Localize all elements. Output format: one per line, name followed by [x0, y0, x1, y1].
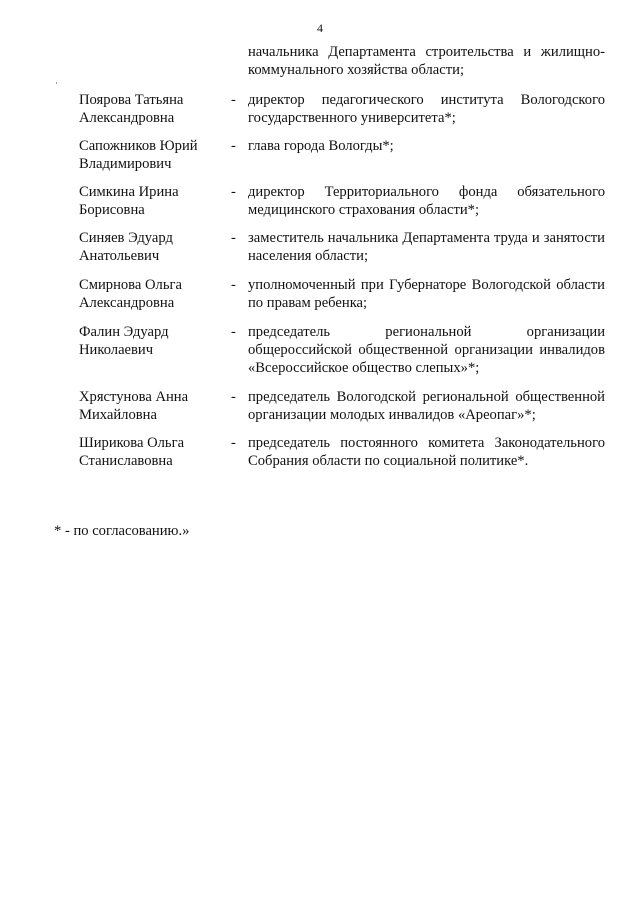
member-row	[0, 388, 640, 424]
member-position: директор педагогического института Вологодского государственного университета*;	[248, 92, 605, 126]
member-name: Синяев Эдуард Анатольевич	[79, 230, 173, 264]
footnote: * - по согласованию.»	[54, 523, 190, 539]
member-dash: -	[231, 138, 236, 154]
member-name: Фалин Эдуард Николаевич	[79, 324, 169, 358]
page-number: 4	[317, 21, 323, 35]
member-position: председатель региональной организации общероссийской общественной организации инвалидов «Всероссийское общество слепых»*;	[248, 324, 605, 376]
member-dash: -	[231, 92, 236, 108]
member-dash: -	[231, 230, 236, 246]
member-position: заместитель начальника Департамента труда и занятости населения области;	[248, 230, 605, 264]
member-dash: -	[231, 184, 236, 200]
member-row	[0, 91, 640, 127]
member-dash: -	[231, 277, 236, 293]
member-position: глава города Вологды*;	[248, 138, 394, 154]
member-name: Поярова Татьяна Александровна	[79, 92, 184, 126]
member-row	[0, 229, 640, 265]
member-position: председатель постоянного комитета Законодательного Собрания области по социальной политике*.	[248, 435, 605, 469]
member-row	[0, 323, 640, 377]
member-row	[0, 276, 640, 312]
member-name: Хрястунова Анна Михайловна	[79, 389, 189, 423]
member-row	[0, 183, 640, 219]
member-row	[0, 434, 640, 470]
margin-mark	[56, 82, 57, 84]
member-name: Симкина Ирина Борисовна	[79, 184, 179, 218]
member-name: Смирнова Ольга Александровна	[79, 277, 182, 311]
member-position: председатель Вологодской региональной общественной организации молодых инвалидов «Ареопаг»*;	[248, 389, 605, 423]
member-position: уполномоченный при Губернаторе Вологодской области по правам ребенка;	[248, 277, 605, 311]
member-name: Сапожников Юрий Владимирович	[79, 138, 198, 172]
member-dash: -	[231, 389, 236, 405]
member-dash: -	[231, 324, 236, 340]
continuation-text: начальника Департамента строительства и жилищно-коммунального хозяйства области;	[248, 44, 605, 78]
member-name: Ширикова Ольга Станиславовна	[79, 435, 185, 469]
member-row	[0, 137, 640, 172]
member-position: директор Территориального фонда обязательного медицинского страхования области*;	[248, 184, 605, 218]
member-dash: -	[231, 435, 236, 451]
members-list	[0, 91, 640, 470]
